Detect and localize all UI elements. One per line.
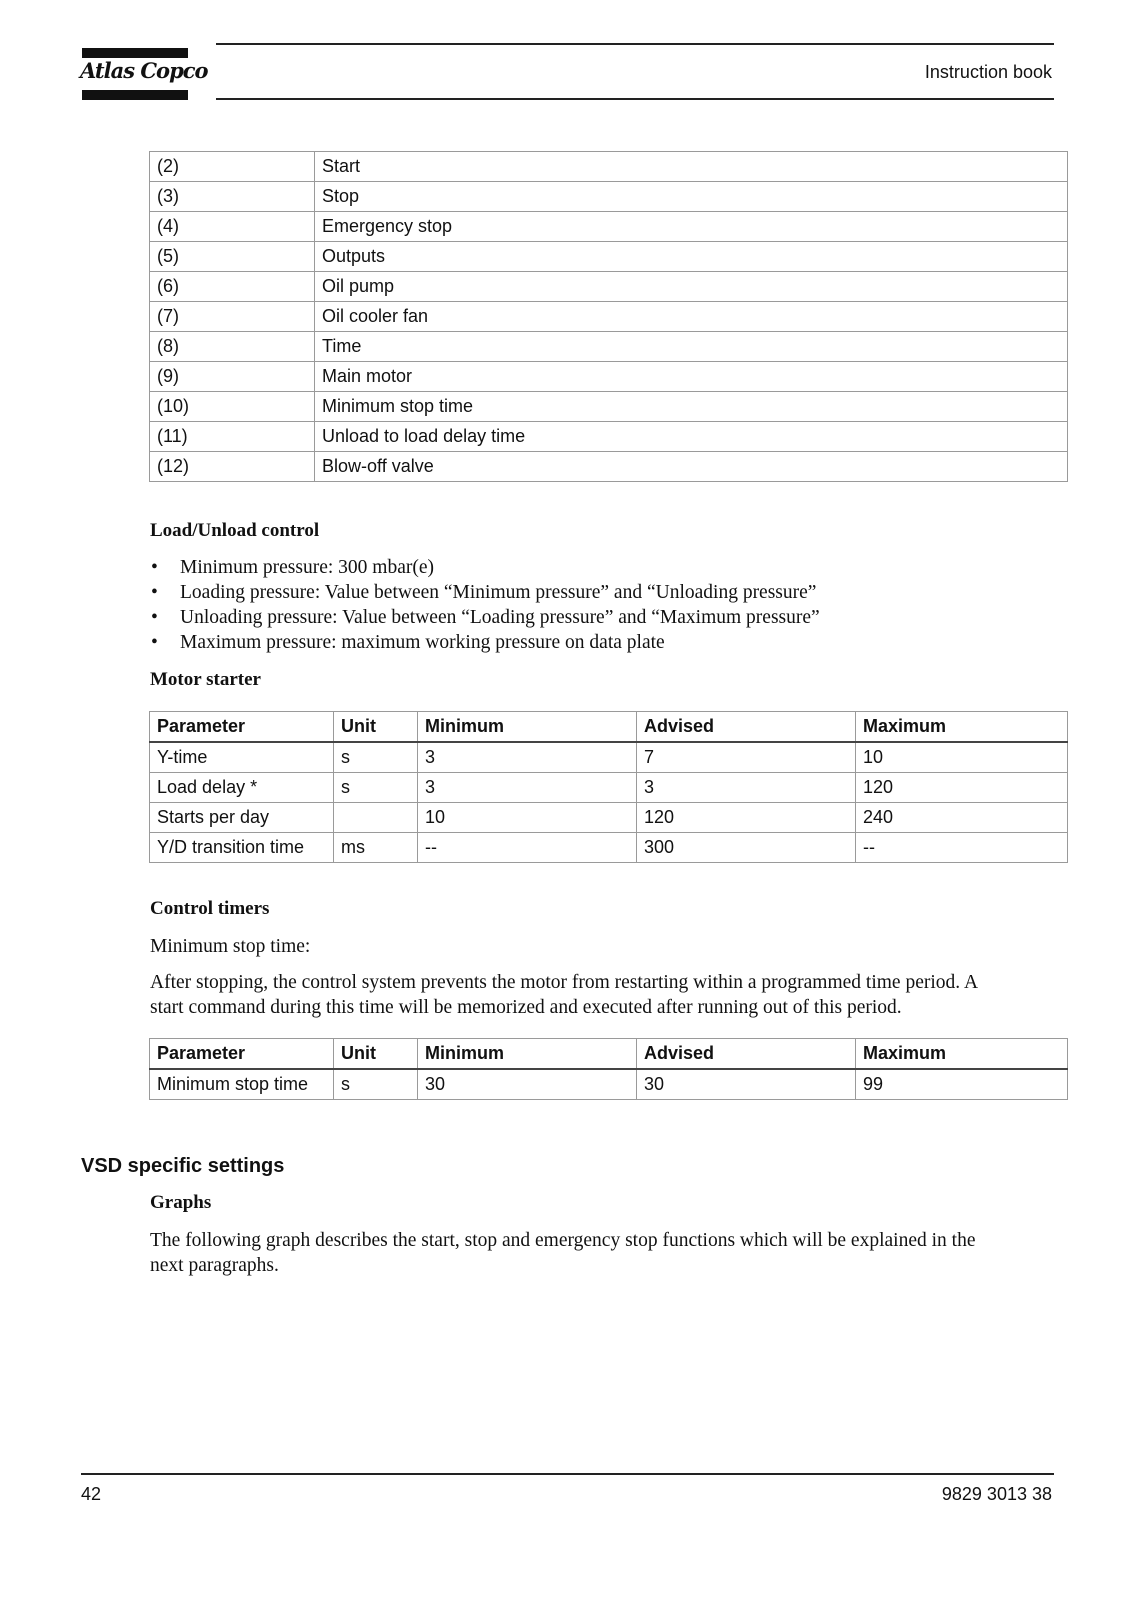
list-item: • Loading pressure: Value between “Minimum pressure” and “Unloading pressure” [151, 582, 817, 603]
legend-label: Unload to load delay time [315, 422, 1068, 452]
table-row [150, 362, 1068, 392]
legend-label: Emergency stop [315, 212, 1068, 242]
graphs-heading: Graphs [150, 1192, 212, 1213]
legend-label: Oil cooler fan [315, 302, 1068, 332]
vsd-paragraph-line-1: The following graph describes the start, stop and emergency stop functions which will be explained in the [150, 1230, 976, 1251]
control-timers-subheading: Minimum stop time: [150, 936, 311, 957]
legend-label: Minimum stop time [315, 392, 1068, 422]
legend-number: (9) [150, 362, 315, 392]
table-cell: 240 [856, 803, 1068, 833]
vsd-heading: VSD specific settings [81, 1155, 285, 1177]
table-row [150, 152, 1068, 182]
column-header: Unit [334, 1039, 418, 1070]
list-item: • Minimum pressure: 300 mbar(e) [151, 557, 434, 578]
column-header: Maximum [856, 1039, 1068, 1070]
table-cell: 10 [418, 803, 637, 833]
table-row [150, 182, 1068, 212]
vsd-paragraph-line-2: next paragraphs. [150, 1255, 279, 1276]
table-row [150, 742, 1068, 773]
table-row [150, 392, 1068, 422]
header-bottom-rule [216, 98, 1054, 100]
legend-label: Blow-off valve [315, 452, 1068, 482]
table-cell: 3 [418, 742, 637, 773]
legend-label: Oil pump [315, 272, 1068, 302]
table-cell [334, 803, 418, 833]
legend-number: (4) [150, 212, 315, 242]
legend-number: (3) [150, 182, 315, 212]
footer-rule [81, 1473, 1054, 1475]
table-cell: Y/D transition time [150, 833, 334, 863]
logo-top-bar [82, 48, 188, 58]
table-cell: 10 [856, 742, 1068, 773]
motor-starter-table [149, 711, 1068, 863]
table-cell: 120 [856, 773, 1068, 803]
table-row [150, 803, 1068, 833]
atlas-copco-logo: Atlas Copco [80, 58, 208, 83]
column-header: Advised [637, 712, 856, 743]
legend-number: (5) [150, 242, 315, 272]
table-cell: Starts per day [150, 803, 334, 833]
legend-label: Start [315, 152, 1068, 182]
legend-label: Stop [315, 182, 1068, 212]
table-cell: ms [334, 833, 418, 863]
table-cell: 3 [637, 773, 856, 803]
logo-bottom-bar [82, 90, 188, 100]
load-unload-heading: Load/Unload control [150, 520, 320, 541]
list-item: • Maximum pressure: maximum working pressure on data plate [151, 632, 665, 653]
table-row [150, 833, 1068, 863]
column-header: Maximum [856, 712, 1068, 743]
legend-number: (12) [150, 452, 315, 482]
control-timers-paragraph-line-2: start command during this time will be memorized and executed after running out of this period. [150, 997, 902, 1018]
column-header: Parameter [150, 1039, 334, 1070]
legend-label: Outputs [315, 242, 1068, 272]
legend-label: Time [315, 332, 1068, 362]
column-header: Unit [334, 712, 418, 743]
table-cell: 30 [637, 1069, 856, 1100]
table-row [150, 302, 1068, 332]
legend-number: (11) [150, 422, 315, 452]
list-item: • Unloading pressure: Value between “Loading pressure” and “Maximum pressure” [151, 607, 820, 628]
table-cell: s [334, 1069, 418, 1100]
table-row [150, 773, 1068, 803]
table-cell: Load delay * [150, 773, 334, 803]
table-cell: 3 [418, 773, 637, 803]
header-title: Instruction book [924, 62, 1052, 82]
table-row [150, 242, 1068, 272]
column-header: Minimum [418, 712, 637, 743]
legend-label: Main motor [315, 362, 1068, 392]
table-cell: 300 [637, 833, 856, 863]
table-cell: 120 [637, 803, 856, 833]
control-timers-heading: Control timers [150, 898, 270, 919]
legend-number: (10) [150, 392, 315, 422]
control-timers-paragraph-line-1: After stopping, the control system prevents the motor from restarting within a programmed time period. A [150, 972, 979, 993]
table-cell: s [334, 773, 418, 803]
legend-number: (7) [150, 302, 315, 332]
table-cell: 7 [637, 742, 856, 773]
page-number: 42 [81, 1484, 102, 1504]
table-cell: -- [856, 833, 1068, 863]
table-row [150, 1069, 1068, 1100]
legend-number: (8) [150, 332, 315, 362]
table-cell: 99 [856, 1069, 1068, 1100]
legend-table [149, 151, 1068, 482]
column-header: Advised [637, 1039, 856, 1070]
table-row [150, 212, 1068, 242]
column-header: Parameter [150, 712, 334, 743]
table-row [150, 332, 1068, 362]
table-row [150, 452, 1068, 482]
legend-number: (6) [150, 272, 315, 302]
table-cell: Minimum stop time [150, 1069, 334, 1100]
table-cell: Y-time [150, 742, 334, 773]
table-cell: 30 [418, 1069, 637, 1100]
control-timers-table [149, 1038, 1068, 1100]
table-row [150, 272, 1068, 302]
table-cell: s [334, 742, 418, 773]
motor-starter-heading: Motor starter [150, 669, 261, 690]
document-number: 9829 3013 38 [941, 1484, 1052, 1504]
header-top-rule [216, 43, 1054, 45]
column-header: Minimum [418, 1039, 637, 1070]
table-cell: -- [418, 833, 637, 863]
load-unload-list [150, 555, 820, 655]
table-row [150, 422, 1068, 452]
legend-number: (2) [150, 152, 315, 182]
